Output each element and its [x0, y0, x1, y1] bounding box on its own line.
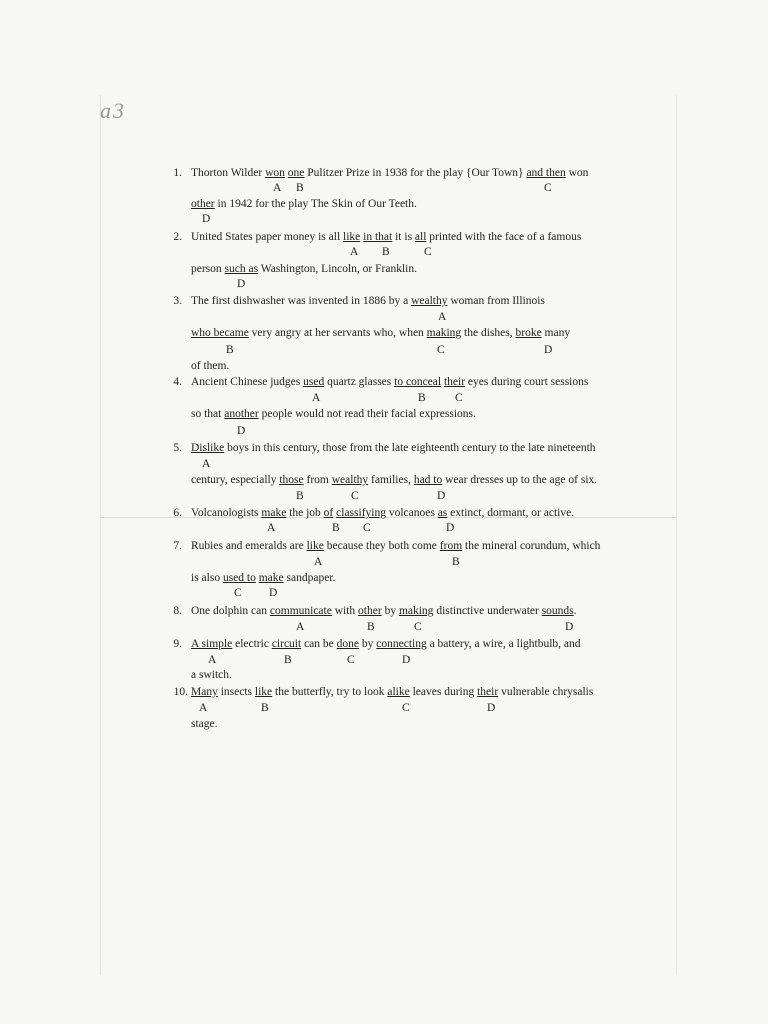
- question-line: One dolphin can communicate with other by making distinctive underwater sounds.: [191, 605, 577, 617]
- scan-edge-right: [676, 95, 677, 975]
- option-letter: C: [347, 654, 355, 666]
- option-letter: D: [269, 587, 278, 599]
- option-letter: D: [437, 490, 446, 502]
- option-letter: C: [437, 344, 445, 356]
- question-number: 8.: [173, 605, 182, 617]
- option-letter: D: [544, 344, 553, 356]
- question-line: stage.: [191, 718, 218, 730]
- option-letter: D: [565, 621, 574, 633]
- option-letter: B: [261, 702, 269, 714]
- option-letter: A: [296, 621, 305, 633]
- question-line: so that another people would not read their facial expressions.: [191, 408, 476, 420]
- question-line: Rubies and emeralds are like because they both come from the mineral corundum, which: [191, 540, 601, 552]
- option-letter: B: [452, 556, 460, 568]
- option-letter: A: [208, 654, 217, 666]
- scan-edge-left: [100, 95, 101, 975]
- question-line: century, especially those from wealthy families, had to wear dresses up to the age of six.: [191, 474, 598, 486]
- question-number: 1.: [173, 167, 182, 179]
- option-letter: B: [367, 621, 375, 633]
- option-letter: C: [414, 621, 422, 633]
- option-letter: C: [351, 490, 359, 502]
- handwritten-mark: a3: [100, 98, 126, 123]
- option-letter: C: [363, 522, 371, 534]
- option-letter: A: [267, 522, 276, 534]
- option-letter: A: [350, 246, 359, 258]
- option-letter: C: [424, 246, 432, 258]
- question-line: The first dishwasher was invented in 1886 by a wealthy woman from Illinois: [191, 295, 545, 307]
- question-line: Volcanologists make the job of classifying volcanoes as extinct, dormant, or active.: [191, 507, 575, 519]
- question-line: United States paper money is all like in that it is all printed with the face of a famous: [191, 231, 582, 243]
- question-line: a switch.: [191, 669, 232, 681]
- question-line: A simple electric circuit can be done by connecting a battery, a wire, a lightbulb, and: [191, 638, 581, 650]
- option-letter: B: [332, 522, 340, 534]
- option-letter: D: [202, 213, 211, 225]
- option-letter: A: [199, 702, 208, 714]
- option-letter: C: [234, 587, 242, 599]
- option-letter: A: [312, 392, 321, 404]
- option-letter: A: [438, 311, 447, 323]
- option-letter: A: [314, 556, 323, 568]
- question-number: 2.: [173, 231, 182, 243]
- option-letter: B: [226, 344, 234, 356]
- option-letter: D: [237, 425, 246, 437]
- option-letter: D: [402, 654, 411, 666]
- question-line: is also used to make sandpaper.: [191, 572, 336, 584]
- option-letter: A: [273, 182, 282, 194]
- question-line: who became very angry at her servants who, when making the dishes, broke many: [191, 327, 571, 339]
- question-line: Many insects like the butterfly, try to look alike leaves during their vulnerable chrysalis: [191, 686, 594, 698]
- question-number: 6.: [173, 507, 182, 519]
- question-number: 7.: [173, 540, 182, 552]
- question-line: of them.: [191, 360, 230, 372]
- question-line: other in 1942 for the play The Skin of Our Teeth.: [191, 198, 417, 210]
- question-number: 5.: [173, 442, 182, 454]
- question-line: Thorton Wilder won one Pulitzer Prize in 1938 for the play {Our Town} and then won: [191, 167, 589, 179]
- option-letter: B: [418, 392, 426, 404]
- option-letter: D: [237, 278, 246, 290]
- option-letter: C: [402, 702, 410, 714]
- option-letter: A: [202, 458, 211, 470]
- question-number: 10.: [173, 686, 188, 698]
- option-letter: C: [544, 182, 552, 194]
- question-number: 3.: [173, 295, 182, 307]
- option-letter: C: [455, 392, 463, 404]
- option-letter: B: [296, 490, 304, 502]
- option-letter: B: [284, 654, 292, 666]
- question-line: Ancient Chinese judges used quartz glasses to conceal their eyes during court sessions: [191, 376, 589, 388]
- option-letter: D: [487, 702, 496, 714]
- question-line: person such as Washington, Lincoln, or Franklin.: [191, 263, 417, 275]
- option-letter: D: [446, 522, 455, 534]
- question-number: 4.: [173, 376, 182, 388]
- question-number: 9.: [173, 638, 182, 650]
- option-letter: B: [382, 246, 390, 258]
- question-line: Dislike boys in this century, those from the late eighteenth century to the late nineteenth: [191, 442, 596, 454]
- option-letter: B: [296, 182, 304, 194]
